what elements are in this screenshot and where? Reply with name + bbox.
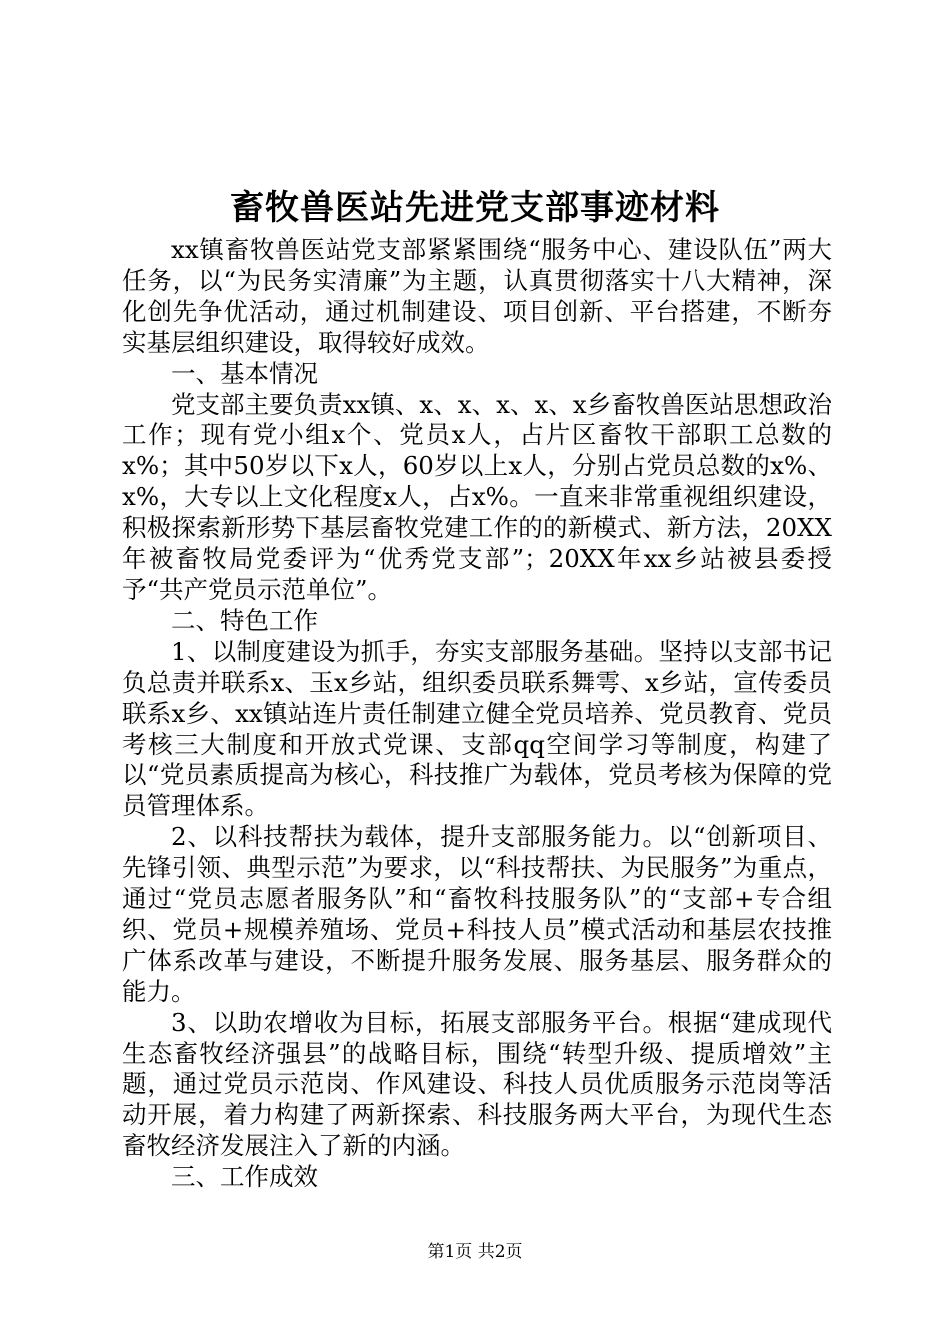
section-heading-results: 三、工作成效 [171, 1162, 318, 1192]
paragraph-featured-work-1: 1、以制度建设为抓手，夯实支部服务基础。坚持以支部书记负总责并联系x、玉x乡站，组织委员联系舞雩、x乡站，宣传委员联系x乡、xx镇站连片责任制建立健全党员培养、党员教育、党员考核三大制度和开放式党课、支部qq空间学习等制度，构建了以“党员素质提高为核心，科技推广为载体，党员考核为保障的党员管理体系。 [122, 636, 832, 821]
page-indicator: 第1页 共2页 [427, 1242, 523, 1262]
section-heading-featured-work: 二、特色工作 [171, 605, 318, 635]
paragraph-featured-work-3: 3、以助农增收为目标，拓展支部服务平台。根据“建成现代生态畜牧经济强县”的战略目标，围绕“转型升级、提质增效”主题，通过党员示范岗、作风建设、科技人员优质服务示范岗等活动开展，着力构建了两新探索、科技服务两大平台，为现代生态畜牧经济发展注入了新的内涵。 [122, 1007, 832, 1161]
paragraph-featured-work-2: 2、以科技帮扶为载体，提升支部服务能力。以“创新项目、先锋引领、典型示范”为要求，以“科技帮扶、为民服务”为重点，通过“党员志愿者服务队”和“畜牧科技服务队”的“支部+专合组织、党员+规模养殖场、党员+科技人员”模式活动和基层农技推广体系改革与建设，不断提升服务发展、服务基层、服务群众的能力。 [122, 822, 832, 1006]
paragraph-intro: xx镇畜牧兽医站党支部紧紧围绕“服务中心、建设队伍”两大任务，以“为民务实清廉”为主题，认真贯彻落实十八大精神，深化创先争优活动，通过机制建设、项目创新、平台搭建，不断夯实基层组织建设，取得较好成效。 [122, 235, 832, 357]
paragraph-basic-info: 党支部主要负责xx镇、x、x、x、x、x乡畜牧兽医站思想政治工作；现有党小组x个、党员x人，占片区畜牧干部职工总数的x%；其中50岁以下x人，60岁以上x人，分别占党员总数的x%、x%，大专以上文化程度x人，占x%。一直来非常重视组织建设，积极探索新形势下基层畜牧党建工作的的新模式、新方法，20XX年被畜牧局党委评为“优秀党支部”；20XX年xx乡站被县委授予“共产党员示范单位”。 [122, 389, 832, 604]
document-title: 畜牧兽医站先进党支部事迹材料 [230, 188, 720, 228]
section-heading-basic-info: 一、基本情况 [171, 358, 318, 388]
document-body [122, 235, 832, 1193]
